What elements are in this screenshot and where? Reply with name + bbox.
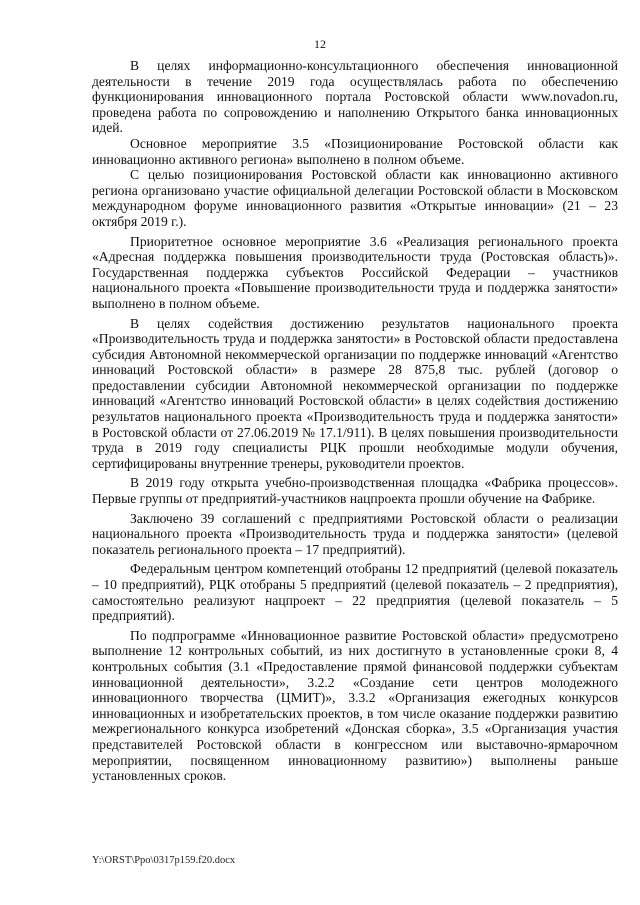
paragraph-subsidy: В целях содействия достижению результатов национального проекта «Производительность труда и поддержка занятости» в Ростовской области предоставлена субсидия Автономной некоммерческой организации по поддержке инноваций «Агентство инноваций Ростовской области» в размере 28 875,8 тыс. рублей (договор о предоставлении субсидии Автономной некоммерческой организации по поддержке инноваций «Агентство инноваций Ростовской области» в целях содействия достижению результатов национального проекта «Производительность труда и поддержка занятости» в Ростовской области от 27.06.2019 № 17.1/911). В целях повышения производительности труда в 2019 году специалисты РЦК прошли необходимые модули обучения, сертифицированы внутренние тренеры, руководители проектов.	[92, 315, 618, 471]
paragraph-factory: В 2019 году открыта учебно-производственная площадка «Фабрика процессов». Первые группы от предприятий-участников нацпроекта прошли обучение на Фабрике.	[92, 475, 618, 507]
paragraph-measure-3-5: Основное мероприятие 3.5 «Позиционирование Ростовской области как инновационно активного региона» выполнено в полном объеме.	[92, 135, 618, 167]
file-path-footer: Y:\ORST\Ppo\0317p159.f20.docx	[92, 855, 236, 866]
paragraph-measure-3-6: Приоритетное основное мероприятие 3.6 «Реализация регионального проекта «Адресная поддержка повышения производительности труда (Ростовская область)». Государственная поддержка субъектов Российской Федерации – участников национального проекта «Повышение производительности труда и поддержка занятости» выполнено в полном объеме.	[92, 233, 618, 311]
paragraph-selection: Федеральным центром компетенций отобраны 12 предприятий (целевой показатель – 10 предприятий), РЦК отобраны 5 предприятий (целевой показатель – 2 предприятия), самостоятельно реализуют нацпроект – 22 предприятия (целевой показатель – 5 предприятий).	[92, 561, 618, 624]
paragraph-subprogram: По подпрограмме «Инновационное развитие Ростовской области» предусмотрено выполнение 12 контрольных событий, из них достигнуто в установленные сроки 8, 4 контрольных события (3.1 «Предоставление прямой финансовой поддержки субъектам инновационной деятельности», 3.2.2 «Создание сети центров молодежного инновационного творчества (ЦМИТ)», 3.3.2 «Организация ежегодных конкурсов инновационных и изобретательских проектов, в том числе оказание поддержки развитию межрегионального конкурса изобретений «Донская сборка», 3.5 «Организация участия представителей Ростовской области в конгрессном или выставочно-ярмарочном мероприятии, посвященном инновационному развитию») выполнены раньше установленных сроков.	[92, 627, 618, 784]
paragraph-portal: В целях информационно-консультационного обеспечения инновационной деятельности в течение 2019 года осуществлялась работа по обеспечению функционирования инновационного портала Ростовской области www.novadon.ru, проведена работа по сопровождению и наполнению Открытого банка инновационных идей.	[92, 58, 618, 136]
document-body	[92, 58, 618, 784]
paragraph-agreements: Заключено 39 соглашений с предприятиями Ростовской области о реализации национального проекта «Производительность труда и поддержка занятости» (целевой показатель регионального проекта – 17 предприятий).	[92, 510, 618, 557]
page-number: 12	[314, 37, 326, 51]
paragraph-forum: С целью позиционирования Ростовской области как инновационно активного региона организовано участие официальной делегации Ростовской области в Московском международном форуме инновационного развития «Открытые инновации» (21 – 23 октября 2019 г.).	[92, 167, 618, 229]
